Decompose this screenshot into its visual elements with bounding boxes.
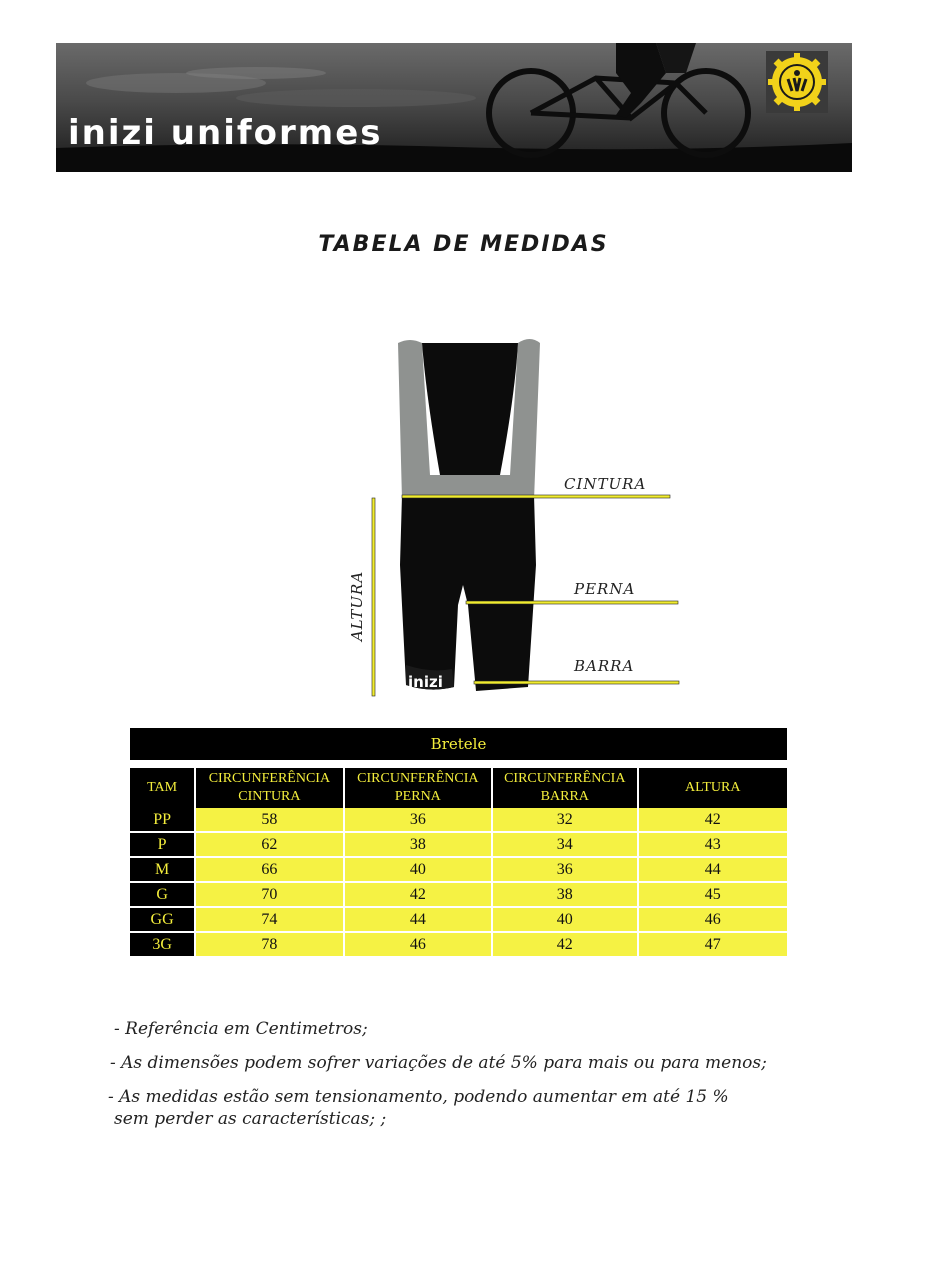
garment-logo: inizi <box>408 673 443 691</box>
table-row <box>130 858 787 883</box>
cell-size: GG <box>130 908 194 933</box>
cell-cintura: 74 <box>196 908 342 933</box>
cell-size: P <box>130 833 194 858</box>
table-row <box>130 808 787 833</box>
size-table <box>130 728 787 958</box>
cell-cintura: 66 <box>196 858 342 883</box>
label-perna: PERNA <box>574 580 636 598</box>
cell-perna: 38 <box>345 833 491 858</box>
brand-name: inizi uniformes <box>68 113 383 153</box>
size-grid <box>128 768 789 958</box>
cell-cintura: 70 <box>196 883 342 908</box>
table-header-row <box>130 768 787 808</box>
bib-shorts-diagram <box>330 325 690 705</box>
note-reference: - Referência em Centimetros; <box>114 1019 368 1039</box>
col-header-cintura: CIRCUNFERÊNCIA CINTURA <box>196 768 342 808</box>
note-tension-line2: sem perder as características; ; <box>114 1109 387 1129</box>
table-row <box>130 833 787 858</box>
cell-barra: 42 <box>493 933 636 958</box>
cell-altura: 46 <box>639 908 788 933</box>
label-altura: ALTURA <box>348 570 367 642</box>
table-row <box>130 933 787 958</box>
cell-perna: 44 <box>345 908 491 933</box>
label-barra: BARRA <box>574 657 635 675</box>
cell-altura: 42 <box>639 808 788 833</box>
table-row <box>130 883 787 908</box>
cell-perna: 46 <box>345 933 491 958</box>
col-header-barra: CIRCUNFERÊNCIA BARRA <box>493 768 636 808</box>
note-variation: - As dimensões podem sofrer variações de até 5% para mais ou para menos; <box>110 1053 767 1073</box>
table-title: Bretele <box>130 728 787 760</box>
table-row <box>130 908 787 933</box>
cell-barra: 34 <box>493 833 636 858</box>
cell-cintura: 78 <box>196 933 342 958</box>
cell-altura: 43 <box>639 833 788 858</box>
cell-size: G <box>130 883 194 908</box>
note-tension-line1: - As medidas estão sem tensionamento, podendo aumentar em até 15 % <box>108 1087 729 1107</box>
cell-barra: 40 <box>493 908 636 933</box>
cell-altura: 45 <box>639 883 788 908</box>
cell-altura: 47 <box>639 933 788 958</box>
cell-barra: 38 <box>493 883 636 908</box>
page-title: TABELA DE MEDIDAS <box>318 232 609 257</box>
cell-cintura: 58 <box>196 808 342 833</box>
cell-barra: 32 <box>493 808 636 833</box>
label-cintura: CINTURA <box>564 475 647 493</box>
header-banner <box>56 43 852 172</box>
cell-perna: 40 <box>345 858 491 883</box>
cell-size: 3G <box>130 933 194 958</box>
cyclist-gear-logo-icon <box>766 51 828 113</box>
col-header-altura: ALTURA <box>639 768 788 808</box>
cell-size: M <box>130 858 194 883</box>
notes-section <box>108 1018 868 1130</box>
bib-shorts-illustration <box>330 325 690 705</box>
col-header-tam: TAM <box>130 768 194 808</box>
cell-perna: 42 <box>345 883 491 908</box>
cell-perna: 36 <box>345 808 491 833</box>
cell-altura: 44 <box>639 858 788 883</box>
col-header-perna: CIRCUNFERÊNCIA PERNA <box>345 768 491 808</box>
cell-size: PP <box>130 808 194 833</box>
cell-cintura: 62 <box>196 833 342 858</box>
cell-barra: 36 <box>493 858 636 883</box>
